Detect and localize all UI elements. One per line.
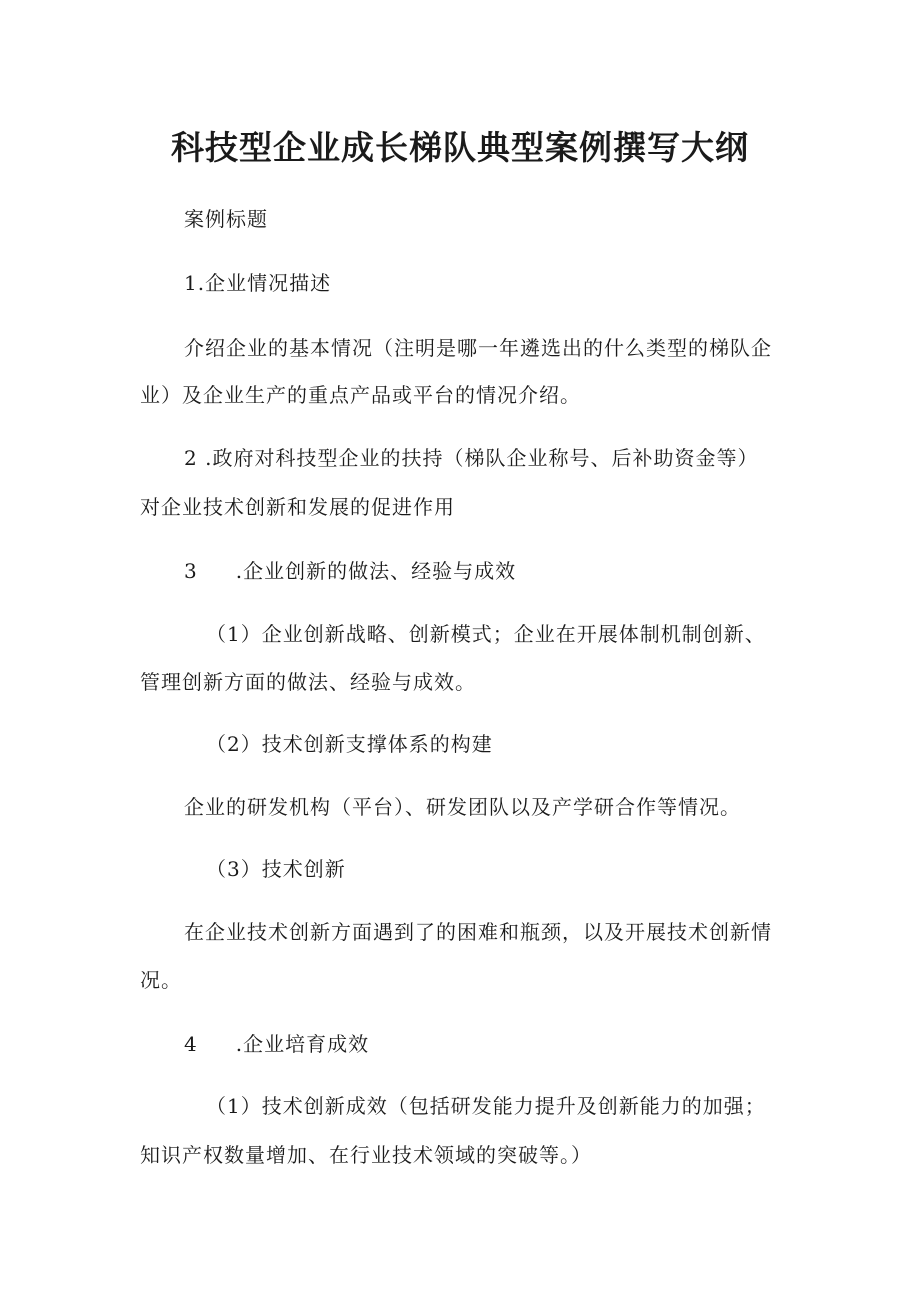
paragraph-line: 对企业技术创新和发展的促进作用 — [140, 495, 455, 519]
paragraph-line: 介绍企业的基本情况（注明是哪一年遴选出的什么类型的梯队企 — [184, 336, 772, 360]
section-2-heading: 2 .政府对科技型企业的扶持（梯队企业称号、后补助资金等） — [184, 446, 759, 470]
section-4-number: 4 — [184, 1032, 198, 1056]
paragraph-line: 管理创新方面的做法、经验与成效。 — [140, 670, 476, 694]
section-4-text: .企业培育成效 — [235, 1032, 370, 1056]
subsection-3-1: （1）企业创新战略、创新模式；企业在开展体制机制创新、 — [206, 622, 766, 646]
subsection-3-3: （3）技术创新 — [206, 857, 346, 881]
paragraph-line: 知识产权数量增加、在行业技术领域的突破等。） — [140, 1143, 592, 1167]
document-title: 科技型企业成长梯队典型案例撰写大纲 — [171, 128, 749, 167]
paragraph-line: 业）及企业生产的重点产品或平台的情况介绍。 — [140, 383, 581, 407]
section-1-heading: 1.企业情况描述 — [184, 271, 332, 295]
paragraph-line: 况。 — [140, 968, 182, 992]
subsection-4-1: （1）技术创新成效（包括研发能力提升及创新能力的加强； — [206, 1094, 766, 1118]
subsection-3-2: （2）技术创新支撑体系的构建 — [206, 732, 493, 756]
section-3-heading — [184, 556, 516, 586]
paragraph-line: 在企业技术创新方面遇到了的困难和瓶颈，以及开展技术创新情 — [184, 920, 772, 944]
paragraph-line: 企业的研发机构（平台）、研发团队以及产学研合作等情况。 — [184, 795, 741, 819]
section-4-heading — [184, 1029, 369, 1059]
case-title-heading: 案例标题 — [184, 207, 268, 231]
section-3-text: .企业创新的做法、经验与成效 — [235, 559, 517, 583]
section-3-number: 3 — [184, 559, 198, 583]
